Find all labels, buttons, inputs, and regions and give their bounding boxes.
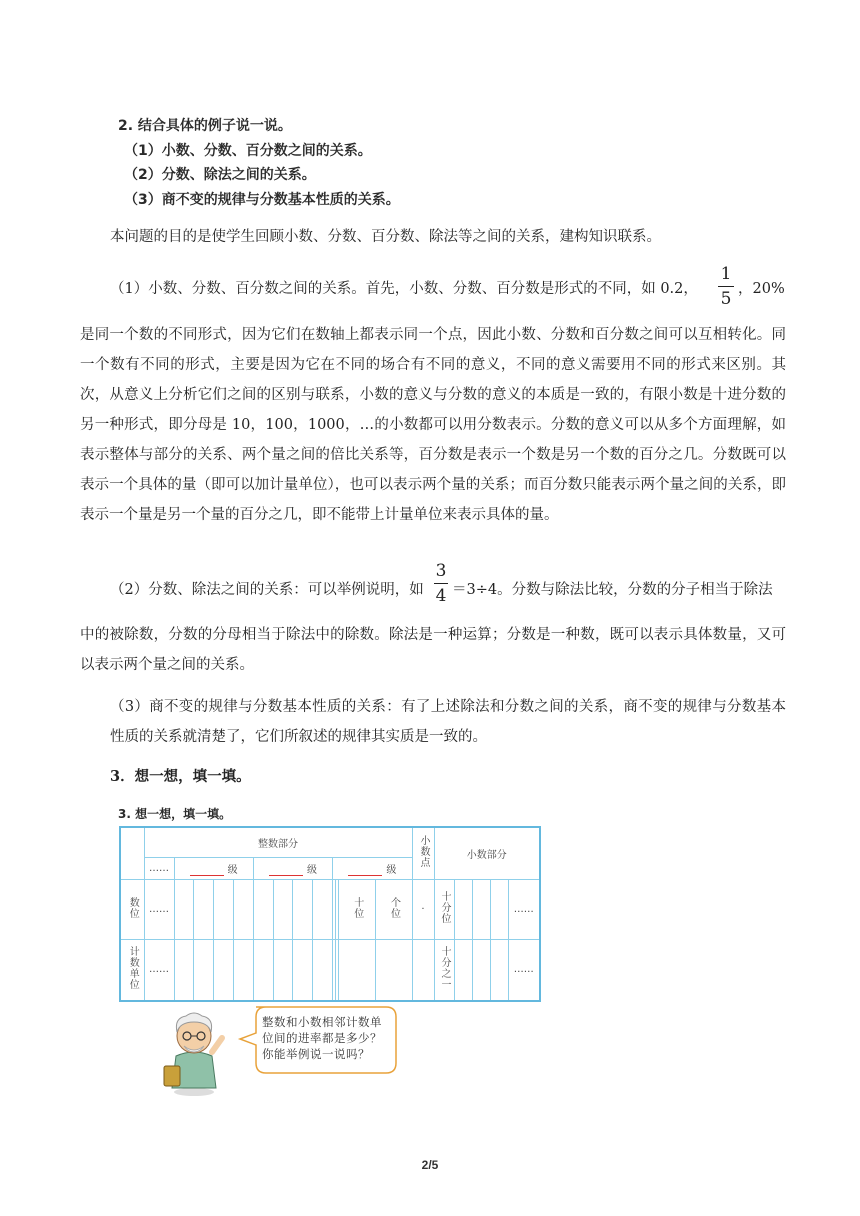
p1-text-a: （1）小数、分数、百分数之间的关系。首先，小数、分数、百分数是形式的不同，如 0.2， xyxy=(110,281,698,297)
scanned-question-2 xyxy=(118,114,400,212)
question-3-heading: 3．想一想，填一填。 xyxy=(110,768,251,785)
question-title: 2. 结合具体的例子说一说。 xyxy=(118,118,292,134)
place-dots-right: …… xyxy=(508,879,540,939)
place-dots-left: …… xyxy=(144,879,174,939)
table-corner-cell xyxy=(120,827,144,879)
decimal-part-header: 小数部分 xyxy=(434,827,540,879)
p3-paragraph: （3）商不变的规律与分数基本性质的关系：有了上述除法和分数之间的关系，商不变的规律与分数基本性质的关系就清楚了，它们所叙述的规律其实质是一致的。 xyxy=(110,699,786,745)
question-item-1: （1）小数、分数、百分数之间的关系。 xyxy=(124,142,372,159)
tenth-place: 十分位 xyxy=(434,879,454,939)
speech-line-1: 整数和小数相邻计数单 xyxy=(262,1015,382,1029)
fraction-denominator: 5 xyxy=(720,289,732,309)
page-number: 2/5 xyxy=(421,1158,439,1172)
speech-line-3: 你能举例说一说吗？ xyxy=(262,1047,370,1061)
integer-part-header: 整数部分 xyxy=(144,827,412,857)
decimal-point-header: 小数点 xyxy=(412,827,434,879)
teacher-cartoon-icon xyxy=(160,1008,230,1098)
fraction-one-fifth xyxy=(718,263,734,310)
fraction-denominator: 4 xyxy=(435,586,447,606)
level-cell-1: 级 xyxy=(174,857,253,879)
unit-dots-right: …… xyxy=(508,939,540,1001)
row-label-place: 数位 xyxy=(120,879,144,939)
question-item-3: （3）商不变的规律与分数基本性质的关系。 xyxy=(124,191,400,208)
speech-bubble-text xyxy=(262,1014,382,1062)
p1-text-b: ，20% xyxy=(738,281,785,297)
one-place: 个位 xyxy=(375,879,412,939)
level-cell-3: 级 xyxy=(333,857,412,879)
p2-body: 中的被除数，分数的分母相当于除法中的除数。除法是一种运算；分数是一种数，既可以表示具体数量，又可以表示两个量之间的关系。 xyxy=(80,627,786,673)
p1-first-line xyxy=(80,277,698,298)
p1-body: 是同一个数的不同形式，因为它们在数轴上都表示同一个点，因此小数、分数和百分数之间可以互相转化。同一个数有不同的形式，主要是因为它在不同的场合有不同的意义，不同的意义需要用不同的形式来区别。其次，从意义上分析它们之间的区别与联系，小数的意义与分数的意义的本质是一致的，有限小数是十进分数的另一种形式，即分母是 10，100，1000，…的小数都可以用分数表示。分数的意义可以从多个方面理解，如表示整体与部分的关系、两个量之间的倍比关系等，百分数是表示一个数是另一个数的百分之几。分数既可以表示一个具体的量（即可以加计量单位），也可以表示两个量的关系；而百分数只能表示两个量之间的关系，即表示一个量是另一个量的百分之几，即不能带上计量单位来表示具体的量。 xyxy=(80,327,786,523)
p2-text-a: （2）分数、除法之间的关系：可以举例说明，如 xyxy=(110,582,424,598)
speech-line-2: 位间的进率都是多少？ xyxy=(262,1031,382,1045)
fraction-three-quarters xyxy=(434,560,448,607)
tenth-unit: 十分之一 xyxy=(434,939,454,1001)
place-value-table xyxy=(119,826,541,1002)
unit-dots-left: …… xyxy=(144,939,174,1001)
fraction-numerator: 1 xyxy=(720,264,732,284)
level-cell-2: 级 xyxy=(253,857,332,879)
integer-dots-cell: …… xyxy=(144,857,174,879)
question-item-2: （2）分数、除法之间的关系。 xyxy=(124,167,316,183)
decimal-point-cell: · xyxy=(412,879,434,939)
table-title: 3. 想一想，填一填。 xyxy=(118,807,232,821)
intro-paragraph: 本问题的目的是使学生回顾小数、分数、百分数、除法等之间的关系，建构知识联系。 xyxy=(110,229,661,245)
fraction-numerator: 3 xyxy=(435,561,447,581)
row-label-unit: 计数单位 xyxy=(120,939,144,1001)
p2-text-b: ＝3÷4。分数与除法比较，分数的分子相当于除法 xyxy=(452,582,773,598)
ten-place: 十位 xyxy=(338,879,375,939)
